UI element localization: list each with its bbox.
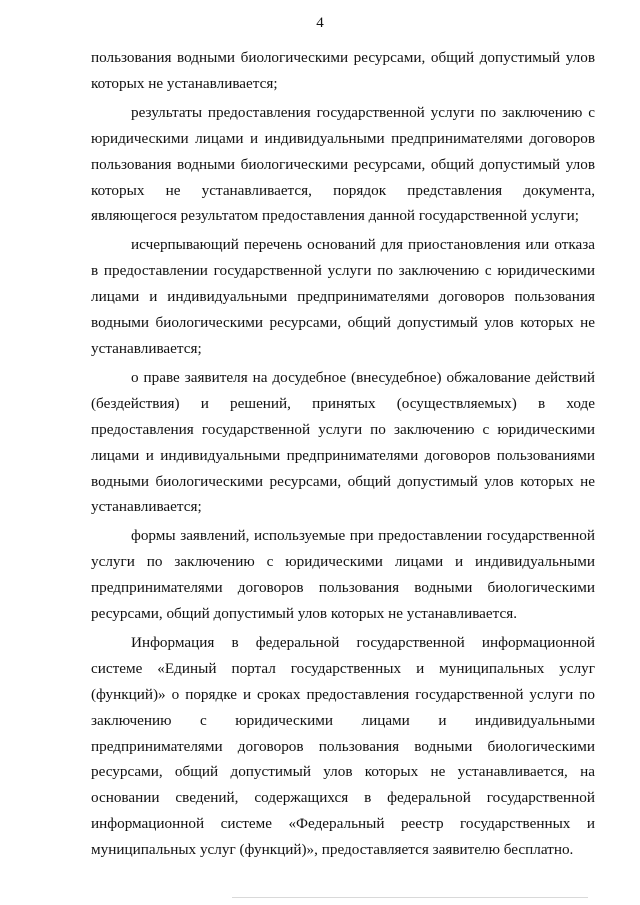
- paragraph-2: результаты предоставления государственной услуги по заключению с юридическими лицами и индивидуальными предпринимателями договоров пользования водными биологическими ресурсами, общий допустимый улов которых не устанавливается, порядок представления документа, являющегося результатом предоставления данной государственной услуги;: [91, 103, 595, 225]
- paragraph-4: о праве заявителя на досудебное (внесудебное) обжалование действий (бездействия) и решений, принятых (осуществляемых) в ходе предоставления государственной услуги по заключению с юридическими лицами и индивидуальными предпринимателями договоров пользованиями водными биологическими ресурсами, общий допустимый улов которых не устанавливается;: [91, 368, 595, 516]
- paragraph-1: пользования водными биологическими ресурсами, общий допустимый улов которых не устанавливается;: [91, 49, 595, 92]
- page-number: 4: [316, 15, 324, 31]
- paragraph-3: исчерпывающий перечень оснований для приостановления или отказа в предоставлении государственной услуги по заключению с юридическими лицами и индивидуальными предпринимателями договоров пользования водными биологическими ресурсами, общий допустимый улов которых не устанавливается;: [91, 236, 595, 357]
- paragraph-5: формы заявлений, используемые при предоставлении государственной услуги по заключению с юридическими лицами и индивидуальными предпринимателями договоров пользования водными биологическими ресурсами, общий допустимый улов которых не устанавливается.: [91, 527, 595, 623]
- page-bottom-rule: [232, 897, 588, 898]
- paragraph-6: Информация в федеральной государственной информационной системе «Единый портал государственных и муниципальных услуг (функций)» о порядке и сроках предоставления государственной услуги по заключению с юридическими лицами и индивидуальными предпринимателями договоров пользования водными биологическими ресурсами, общий допустимый улов которых не устанавливается, на основании сведений, содержащихся в федеральной государственной информационной системе «Федеральный реестр государственных и муниципальных услуг (функций)», предоставляется заявителю бесплатно.: [91, 633, 595, 859]
- document-body: [91, 45, 595, 866]
